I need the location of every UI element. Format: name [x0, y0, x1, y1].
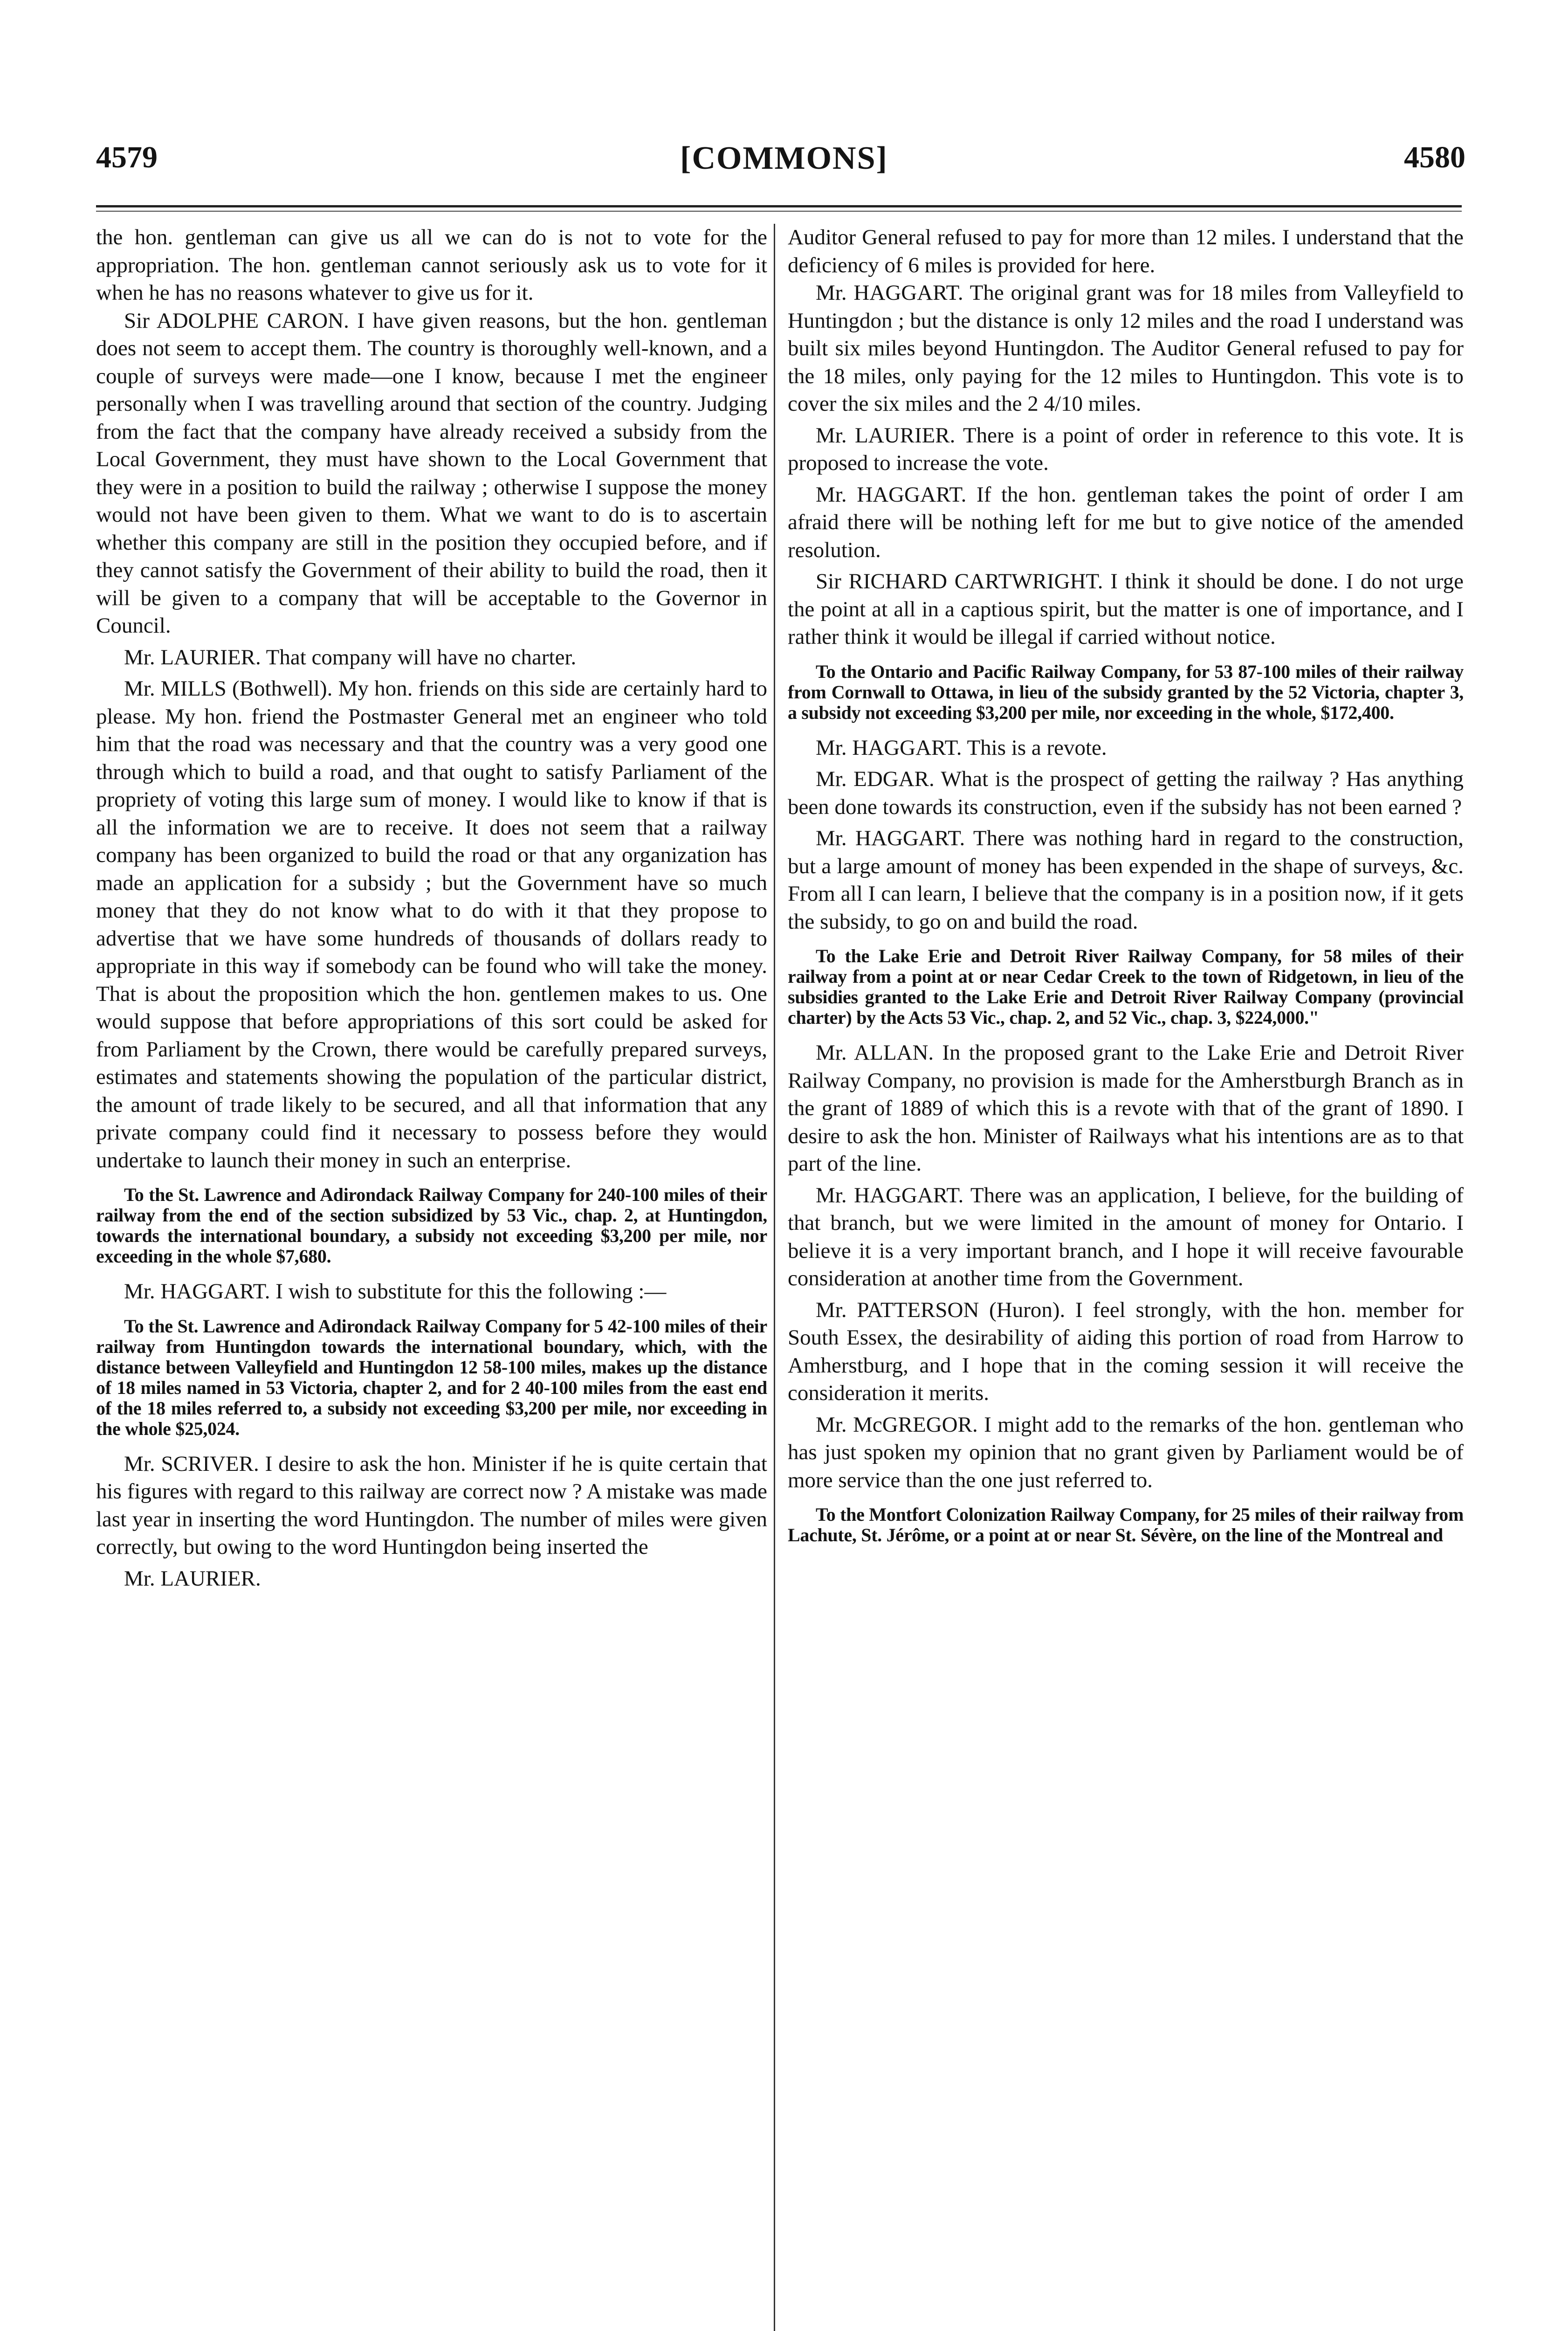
- speech-paragraph: Mr. HAGGART. There was an application, I believe, for the building of that branch, but we were limited in the amount of money for Ontario. I believe it is a very important branch, and I hope it will receive favourable consideration at another time from the Government.: [788, 1183, 1464, 1290]
- header-rule: [96, 205, 1462, 207]
- speech-paragraph: Mr. LAURIER. There is a point of order in reference to this vote. It is proposed to increase the vote.: [788, 423, 1464, 475]
- speech-paragraph: Mr. HAGGART. There was nothing hard in regard to the construction, but a large amount of money has been expended in the shape of surveys, &c. From all I can learn, I believe that the company is in a position now, if it gets the subsidy, to go on and build the road.: [788, 826, 1464, 934]
- page-number-right: 4580: [1404, 140, 1465, 174]
- paragraph: the hon. gentleman can give us all we can do is not to vote for the appropriation. The hon. gentleman cannot seriously ask us to vote for it when he has no reasons whatever to give us for it.: [96, 225, 767, 305]
- speech-paragraph: Sir RICHARD CARTWRIGHT. I think it should be done. I do not urge the point at all in a captious spirit, but the matter is one of importance, and I rather think it would be illegal if carried without notice.: [788, 569, 1464, 649]
- header-rule-thin: [96, 211, 1462, 212]
- right-column: [788, 224, 1464, 1557]
- paragraph: Auditor General refused to pay for more than 12 miles. I understand that the deficiency of 6 miles is provided for here.: [788, 225, 1464, 277]
- speech-paragraph: Mr. MILLS (Bothwell). My hon. friends on this side are certainly hard to please. My hon. friend the Postmaster General met an engineer who told him that the road was necessary and that the country was a very good one through which to build a road, and that ought to satisfy Parliament of the propriety of voting this large sum of money. I would like to know if that is all the information we are to receive. It does not seem that a railway company has been organized to build the road or that any organization has made an application for a subsidy ; but the Government have so much money that they do not know what to do with it that they propose to advertise that we have some hundreds of thousands of dollars ready to appropriate in this way if somebody can be found who will take the money. That is about the proposition which the hon. gentlemen makes to us. One would suppose that before appropriations of this sort could be asked for from Parliament by the Crown, there would be carefully prepared surveys, estimates and statements showing the population of the particular district, the amount of trade likely to be secured, and all that information that any private company could find it necessary to possess before they would undertake to launch their money in such an enterprise.: [96, 676, 767, 1172]
- vote-item: To the St. Lawrence and Adirondack Railway Company for 240-100 miles of their railway from the end of the section subsidized by 53 Vic., chap. 2, at Huntingdon, towards the international boundary, a subsidy not exceeding $3,200 per mile, nor exceeding in the whole $7,680.: [96, 1184, 767, 1267]
- speech-paragraph: Mr. HAGGART. This is a revote.: [816, 735, 1107, 760]
- column-divider: [774, 224, 775, 2331]
- speech-paragraph: Mr. HAGGART. The original grant was for 18 miles from Valleyfield to Huntingdon ; but the distance is only 12 miles and the road I understand was built six miles beyond Huntingdon. The Auditor General refused to pay for the 18 miles, only paying for the 12 miles to Huntingdon. This vote is to cover the six miles and the 2 4/10 miles.: [788, 281, 1464, 416]
- speech-paragraph: Mr. LAURIER. That company will have no charter.: [124, 645, 577, 669]
- speech-paragraph: Mr. SCRIVER. I desire to ask the hon. Minister if he is quite certain that his figures with regard to this railway are correct now ? A mistake was made last year in inserting the word Huntingdon. The number of miles were given correctly, but owing to the word Huntingdon being inserted the: [96, 1451, 767, 1559]
- vote-item: To the Ontario and Pacific Railway Company, for 53 87-100 miles of their railway from Cornwall to Ottawa, in lieu of the subsidy granted by the 52 Victoria, chapter 3, a subsidy not exceeding $3,200 per mile, nor exceeding in the whole, $172,400.: [788, 661, 1464, 723]
- speech-paragraph: Mr. ALLAN. In the proposed grant to the Lake Erie and Detroit River Railway Company, no provision is made for the Amherstburgh Branch as in the grant of 1889 of which this is a revote with that of the grant of 1890. I desire to ask the hon. Minister of Railways what his intentions are as to that part of the line.: [788, 1041, 1464, 1176]
- speech-paragraph: Mr. EDGAR. What is the prospect of getting the railway ? Has anything been done towards its construction, even if the subsidy has not been earned ?: [788, 767, 1464, 819]
- catchword: Mr. LAURIER.: [124, 1566, 261, 1591]
- vote-item: To the Lake Erie and Detroit River Railway Company, for 58 miles of their railway from a point at or near Cedar Creek to the town of Ridgetown, in lieu of the subsidies granted to the Lake Erie and Detroit River Railway Company (provincial charter) by the Acts 53 Vic., chap. 2, and 52 Vic., chap. 3, $224,000.": [788, 945, 1464, 1028]
- page-number-left: 4579: [96, 140, 158, 174]
- speech-paragraph: Mr. McGREGOR. I might add to the remarks of the hon. gentleman who has just spoken my opinion that no grant given by Parliament would be of more service than the one just referred to.: [788, 1412, 1464, 1492]
- vote-item: To the Montfort Colonization Railway Company, for 25 miles of their railway from Lachute, St. Jérôme, or a point at or near St. Sévère, on the line of the Montreal and: [788, 1504, 1464, 1545]
- vote-item: To the St. Lawrence and Adirondack Railway Company for 5 42-100 miles of their railway from Huntingdon towards the international boundary, which, with the distance between Valleyfield and Huntingdon 12 58-100 miles, makes up the distance of 18 miles named in 53 Victoria, chapter 2, and for 2 40-100 miles from the east end of the 18 miles referred to, a subsidy not exceeding $3,200 per mile, nor exceeding in the whole $25,024.: [96, 1315, 767, 1439]
- left-column: [96, 224, 767, 1593]
- speech-paragraph: Sir ADOLPHE CARON. I have given reasons, but the hon. gentleman does not seem to accept them. The country is thoroughly well-known, and a couple of surveys were made—one I know, because I met the engineer personally when I was travelling around that section of the country. Judging from the fact that the company have already received a subsidy from the Local Government, they must have shown to the Local Government that they were in a position to build the railway ; otherwise I suppose the money would not have been given to them. What we want to do is to ascertain whether this company are still in the position they occupied before, and if they cannot satisfy the Government of their ability to build the road, then it will be given to a company that will be acceptable to the Governor in Council.: [96, 308, 767, 638]
- speech-paragraph: Mr. HAGGART. I wish to substitute for this the following :—: [124, 1279, 667, 1303]
- speech-paragraph: Mr. PATTERSON (Huron). I feel strongly, with the hon. member for South Essex, the desirability of aiding this portion of road from Harrow to Amherstburg, and I hope that in the coming session it will receive the consideration it merits.: [788, 1297, 1464, 1405]
- running-title: [COMMONS]: [680, 140, 888, 176]
- speech-paragraph: Mr. HAGGART. If the hon. gentleman takes the point of order I am afraid there will be nothing left for me but to give notice of the amended resolution.: [788, 482, 1464, 562]
- page-header: [0, 0, 1568, 176]
